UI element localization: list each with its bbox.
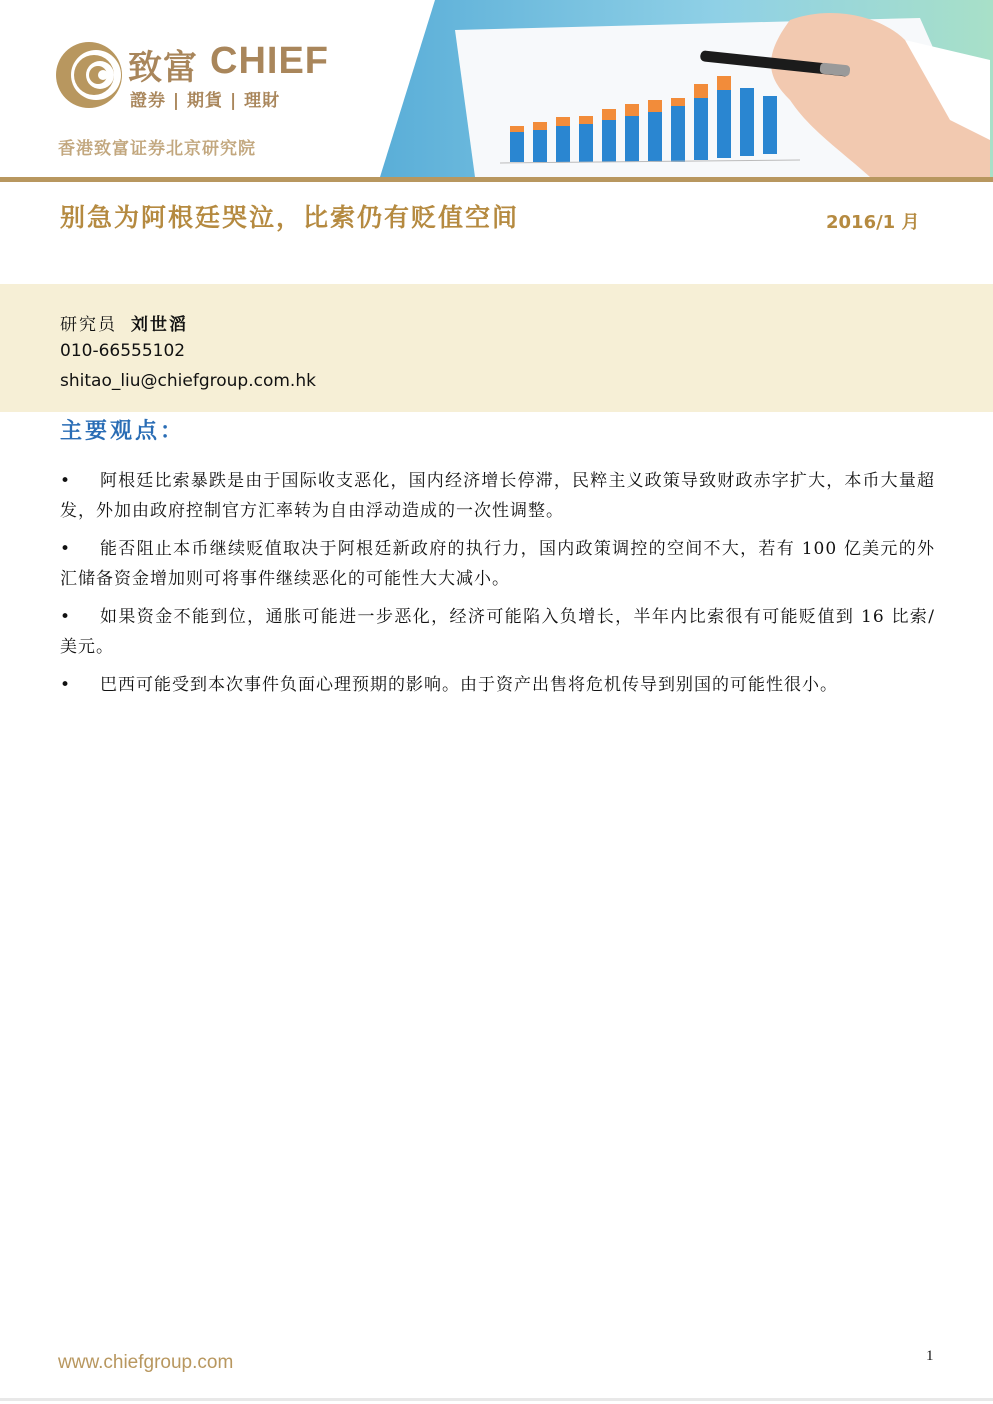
key-points-heading: 主要观点： [60,418,186,444]
key-point-item [60,534,935,594]
key-point-text: 阿根廷比索暴跌是由于国际收支恶化，国内经济增长停滞，民粹主义政策导致财政赤字扩大，本币大量超发，外加由政府控制官方汇率转为自由浮动造成的一次性调整。 [60,471,935,521]
page-number: 1 [926,1348,934,1364]
key-point-item [60,670,935,700]
author-name: 刘世滔 [131,315,188,335]
footer-website-link[interactable]: www.chiefgroup.com [58,1352,234,1373]
key-point-item [60,602,935,662]
bullet-icon: • [60,675,72,695]
author-role: 研究员 [60,315,117,335]
header-divider [0,177,993,182]
key-point-text: 巴西可能受到本次事件负面心理预期的影响。由于资产出售将危机传导到别国的可能性很小。 [100,675,838,695]
bullet-icon: • [60,539,72,559]
logo-tagline: 證券 | 期貨 | 理財 [130,91,281,111]
key-points-list [60,466,935,708]
report-header [0,0,993,182]
chief-logo-icon [54,40,124,110]
key-point-text: 如果资金不能到位，通胀可能进一步恶化，经济可能陷入负增长，半年内比索很有可能贬值到 16 比索/美元。 [60,607,935,657]
bullet-icon: • [60,607,72,627]
footer-divider [0,1398,993,1401]
report-title: 别急为阿根廷哭泣，比索仍有贬值空间 [60,203,520,232]
institute-name: 香港致富证券北京研究院 [58,139,256,159]
author-phone: 010-66555102 [60,341,186,361]
author-line [60,310,188,335]
logo-english-text: CHIEF [210,40,329,82]
key-point-text: 能否阻止本币继续贬值取决于阿根廷新政府的执行力，国内政策调控的空间不大，若有 100 亿美元的外汇储备资金增加则可将事件继续恶化的可能性大大减小。 [60,539,935,589]
bullet-icon: • [60,471,72,491]
logo-chinese-text: 致富 [128,48,198,88]
report-date: 2016/1 月 [826,212,920,233]
author-email[interactable]: shitao_liu@chiefgroup.com.hk [60,371,316,391]
key-point-item [60,466,935,526]
